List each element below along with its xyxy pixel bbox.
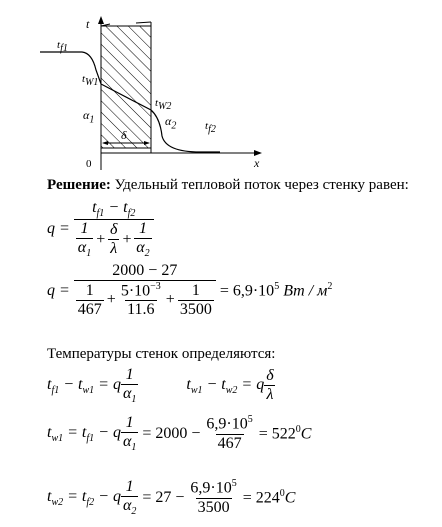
eq5-result (239, 488, 296, 507)
eq3-t1-sub: f1 (51, 384, 60, 396)
eq2-f1 (76, 282, 104, 319)
eq2-f2-num-text: 5·10 (120, 282, 151, 300)
t-axis-label-text: t (86, 17, 90, 31)
eq2-f2-den: 11.6 (127, 301, 155, 319)
eq1-num-sub1: f1 (96, 208, 105, 220)
tw1-text: t (82, 73, 86, 85)
equation-temperature-differences (47, 366, 276, 405)
equation-tw1 (47, 414, 311, 453)
tw2-label (155, 97, 171, 112)
eq5-fraction-alpha (121, 478, 138, 517)
eq5-lhs: t (47, 487, 52, 505)
eq4-lhs-sub: w1 (51, 432, 64, 444)
eq5-minus-q: − q (94, 487, 121, 505)
eq3-r-minus: − t (202, 375, 226, 393)
eq2-f1-num: 1 (85, 281, 94, 299)
eq4-fraction-alpha (121, 414, 138, 453)
eq1-d3-den (134, 238, 151, 259)
eq3-f-den (121, 384, 138, 405)
eq3-left (47, 376, 121, 396)
eq2-numerator: 2000 − 27 (112, 262, 178, 279)
eq1-d3 (134, 220, 151, 259)
eq4-result (255, 424, 312, 443)
tw1-label (82, 73, 98, 88)
eq3-r-num: δ (266, 367, 274, 385)
equation-heat-flux-numeric (47, 262, 332, 319)
eq4-left (47, 424, 121, 444)
eq3-t2-sub: w1 (82, 384, 95, 396)
eq5-f-den (121, 496, 138, 517)
alpha2-sub: 2 (171, 120, 177, 132)
eq3-r-eq: = q (237, 375, 265, 393)
eq2-f1-den: 467 (77, 300, 102, 318)
eq1-d2-num: δ (110, 221, 118, 239)
delta-label (121, 128, 127, 143)
eq2-denominator (74, 280, 216, 319)
eq1-num-sub2: f2 (127, 208, 136, 220)
equation-tw2 (47, 478, 295, 517)
eq3-t1: t (47, 375, 52, 393)
t-axis-arrow (98, 16, 104, 24)
eq3-right (186, 376, 264, 396)
eq4-mid: = 2000 − (138, 424, 205, 442)
eq1-num-minus: − t (104, 199, 128, 216)
eq3-r-t1-sub: w1 (190, 384, 203, 396)
eq4-unit: C (300, 425, 312, 443)
alpha2-text: α (165, 114, 172, 128)
x-axis-label (254, 156, 259, 171)
tf1-sub: f1 (60, 43, 68, 55)
tf2-label (205, 120, 216, 135)
eq1-main-fraction (74, 199, 154, 259)
solution-text: Удельный тепловой поток через стенку равен: (110, 177, 409, 193)
eq3-r-t2-sub: w2 (225, 384, 238, 396)
eq5-result-text: = 224 (238, 489, 280, 507)
eq4-minus-q: − q (94, 423, 121, 441)
eq3-minus: − t (59, 375, 83, 393)
alpha1-label (83, 108, 94, 125)
x-axis-label-text: x (254, 156, 260, 170)
eq1-d1-den-text: α (77, 239, 87, 257)
eq3-r-den: λ (266, 386, 274, 404)
eq2-plus-1: + (106, 291, 116, 309)
eq2-f3-num: 1 (191, 281, 200, 299)
eq1-d1-den (76, 238, 93, 259)
eq5-f-num: 1 (125, 478, 134, 495)
tw2-sub: W2 (158, 101, 172, 113)
equation-heat-flux-general (47, 199, 154, 259)
eq5-mid: = 27 − (138, 488, 189, 506)
wall-heat-transfer-diagram (0, 0, 442, 180)
eq4-lhs: t (47, 423, 52, 441)
eq1-d1-num: 1 (80, 220, 89, 238)
eq1-d2-den: λ (110, 240, 118, 258)
eq3-r-t1: t (186, 375, 191, 393)
eq5-f-den-text: α (122, 497, 132, 514)
eq4-fraction-numeric (204, 414, 254, 452)
eq2-f2 (119, 281, 163, 319)
eq1-d1-den-sub: 1 (86, 248, 92, 260)
tw2-text: t (155, 97, 159, 109)
eq3-f-den-text: α (122, 385, 132, 402)
eq5-f-den-sub: 2 (131, 506, 137, 518)
eq4-eq: = t (63, 423, 87, 441)
eq1-d2 (108, 221, 119, 258)
solution-line (47, 177, 409, 194)
eq2-f3-den: 3500 (179, 300, 212, 318)
eq2-unit-sup: 2 (327, 281, 333, 292)
eq4-g-den: 467 (217, 434, 242, 452)
delta-text: δ (121, 128, 127, 142)
tf1-label (57, 39, 68, 54)
eq1-denominator (74, 219, 154, 259)
eq5-unit: C (284, 489, 296, 507)
eq2-result-text: = 6,9·10 (219, 282, 275, 300)
eq5-g-num-sup: 5 (231, 478, 237, 490)
origin-label (86, 158, 92, 170)
eq4-g-num-sup: 5 (247, 414, 253, 426)
eq4-g-num (204, 414, 254, 433)
eq4-f-den (121, 432, 138, 453)
tw1-sub: W1 (85, 77, 99, 89)
eq1-plus-2: + (121, 230, 133, 248)
eq2-unit: Вт / м (279, 282, 328, 300)
eq2-result-sup: 5 (274, 281, 280, 292)
eq5-result-sup: 0 (279, 487, 285, 499)
eq4-f-den-sub: 1 (131, 442, 137, 454)
eq3-f-num: 1 (125, 366, 134, 383)
eq5-eq-sub: f2 (86, 496, 95, 508)
eq5-lhs-sub: w2 (51, 496, 64, 508)
wall-temperatures-heading (47, 346, 275, 363)
eq1-d3-num: 1 (138, 220, 147, 238)
tf2-text: t (205, 120, 209, 132)
eq3-eq: = q (94, 375, 121, 393)
eq2-f3 (178, 282, 214, 319)
eq5-g-num (188, 478, 238, 497)
eq3-r-fraction (264, 367, 275, 404)
eq2-result (220, 281, 333, 300)
eq1-d3-den-sub: 2 (144, 248, 150, 260)
wall-top-right-edge (136, 22, 151, 23)
eq4-f-den-text: α (122, 433, 132, 450)
wall-temperatures-text: Температуры стенок определяются: (47, 346, 276, 362)
eq2-f2-num (119, 281, 163, 300)
eq4-result-sup: 0 (295, 423, 301, 435)
alpha2-label (165, 114, 176, 131)
alpha1-text: α (83, 108, 90, 122)
eq2-f2-num-sup: −3 (150, 281, 161, 292)
t-axis-label (86, 17, 89, 32)
eq1-num-t1: t (92, 199, 97, 216)
eq4-f-num: 1 (125, 414, 134, 431)
eq1-plus-1: + (95, 230, 106, 248)
tf2-sub: f2 (208, 124, 216, 136)
eq5-left (47, 488, 121, 508)
eq1-d3-den-text: α (136, 239, 145, 257)
eq5-g-den: 3500 (197, 498, 230, 516)
eq2-main-fraction (74, 262, 216, 319)
eq3-fraction (121, 366, 138, 405)
tf1-text: t (57, 39, 61, 51)
solution-heading: Решение: (47, 177, 111, 193)
eq1-numerator (90, 199, 137, 219)
alpha1-sub: 1 (89, 114, 95, 126)
eq3-f-den-sub: 1 (131, 394, 137, 406)
eq5-g-num-text: 6,9·10 (190, 479, 232, 497)
eq1-d1 (76, 220, 93, 259)
eq5-fraction-numeric (188, 478, 238, 516)
origin-label-text: 0 (86, 158, 92, 170)
eq5-eq: = t (63, 487, 87, 505)
eq4-result-text: = 522 (254, 425, 296, 443)
eq2-plus-2: + (165, 291, 175, 309)
eq4-eq-sub: f1 (86, 432, 95, 444)
eq4-g-num-text: 6,9·10 (206, 415, 248, 433)
eq2-lhs: q = (47, 281, 70, 299)
eq1-lhs: q = (47, 220, 70, 238)
